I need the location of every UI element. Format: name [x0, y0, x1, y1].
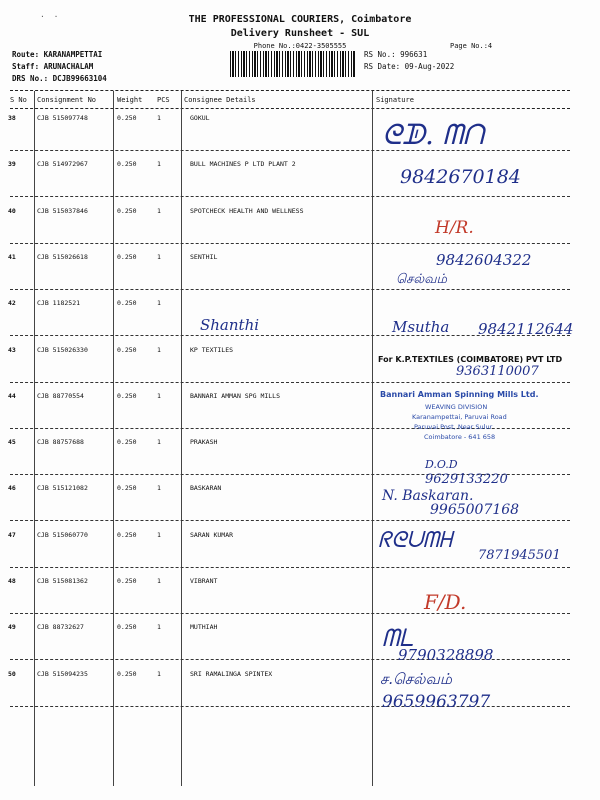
handwritten-signature: செல்வம்: [396, 272, 448, 287]
col-consignment: Consignment No: [37, 96, 97, 104]
serial-number: 41: [8, 252, 16, 261]
handwritten-phone: 9965007168: [430, 502, 520, 518]
handwritten-phone: 9363110007: [456, 364, 539, 379]
consignment-number: CJB 515026330: [37, 345, 88, 354]
stamp-line: Coimbatore - 641 658: [424, 433, 496, 441]
pieces-count: 1: [157, 160, 161, 169]
stamp-line: WEAVING DIVISION: [425, 403, 488, 411]
stamp-line: Karanampettai, Paruvai Road: [412, 413, 507, 421]
row-divider: [10, 567, 570, 568]
table-row: [0, 110, 600, 156]
rs-number: RS No.: 996631: [364, 50, 428, 59]
serial-number: 42: [8, 299, 16, 308]
rs-date: RS Date: 09-Aug-2022: [364, 62, 455, 71]
consignee-name: SARAN KUMAR: [190, 530, 234, 539]
weight-value: 0.250: [117, 206, 137, 215]
handwritten-phone: 9842670184: [400, 166, 521, 188]
serial-number: 39: [8, 160, 16, 169]
runsheet-title: Delivery Runsheet - SUL: [230, 28, 370, 39]
row-divider: [10, 613, 570, 614]
pieces-count: 1: [157, 623, 161, 632]
handwritten-name: N. Baskaran.: [382, 488, 474, 504]
serial-number: 40: [8, 206, 16, 215]
pieces-count: 1: [157, 114, 161, 122]
pieces-count: 1: [157, 391, 161, 400]
pieces-count: 1: [157, 206, 161, 215]
pieces-count: 1: [157, 530, 161, 539]
weight-value: 0.250: [117, 623, 137, 632]
pieces-count: 1: [157, 669, 161, 678]
consignment-number: CJB 1182521: [37, 299, 81, 308]
pieces-count: 1: [157, 252, 161, 261]
table-row: [0, 666, 600, 712]
phone-number: Phone No.:0422-3505555: [253, 42, 347, 50]
weight-value: 0.250: [117, 252, 137, 261]
handwritten-phone: 9842112644: [478, 320, 574, 338]
consignee-name: MUTHIAH: [190, 623, 218, 632]
handwritten-signature: ச.செல்வம்: [380, 670, 452, 688]
row-divider: [10, 520, 570, 521]
consignment-number: CJB 514972967: [37, 160, 88, 169]
serial-number: 44: [8, 391, 16, 400]
serial-number: 38: [8, 114, 16, 122]
handwritten-phone: 7871945501: [478, 548, 561, 563]
consignee-name: GOKUL: [190, 114, 210, 122]
handwritten-note: F/D.: [424, 590, 467, 614]
weight-value: 0.250: [117, 669, 137, 678]
serial-number: 48: [8, 577, 16, 585]
table-row: [0, 203, 600, 249]
consignee-name: SRI RAMALINGA SPINTEX: [190, 669, 273, 678]
page-number: Page No.:4: [450, 42, 493, 50]
col-sno: S No: [10, 96, 27, 104]
consignment-number: CJB 515081362: [37, 577, 88, 585]
consignment-number: CJB 515121082: [37, 484, 88, 493]
col-signature: Signature: [376, 96, 414, 104]
header-rule-top: [10, 90, 570, 91]
handwritten-note: D.O.D: [425, 458, 458, 471]
consignment-number: CJB 515026618: [37, 252, 88, 261]
col-weight: Weight: [117, 96, 143, 104]
row-divider: [10, 382, 570, 383]
consignee-name: BANNARI AMMAN SPG MILLS: [190, 391, 281, 400]
table-row: [0, 434, 600, 480]
handwritten-note: H/R.: [435, 218, 474, 238]
weight-value: 0.250: [117, 484, 137, 493]
consignee-name: KP TEXTILES: [190, 345, 234, 354]
row-divider: [10, 150, 570, 151]
consignment-number: CJB 515097748: [37, 114, 88, 122]
col-pcs: PCS: [157, 96, 170, 104]
handwritten-phone: 9659963797: [382, 692, 491, 712]
handwritten-name: Shanthi: [200, 316, 260, 334]
consignee-name: BULL MACHINES P LTD PLANT 2: [190, 160, 296, 169]
barcode-image: [230, 51, 355, 77]
pieces-count: 1: [157, 577, 161, 585]
stamp-line: Paruvai Post, Near Sulur: [414, 423, 493, 431]
serial-number: 43: [8, 345, 16, 354]
consignee-name: BASKARAN: [190, 484, 222, 493]
serial-number: 49: [8, 623, 16, 632]
drs-number: DRS No.: DCJB99663104: [12, 74, 107, 83]
consignment-number: CJB 515037846: [37, 206, 88, 215]
consignment-number: CJB 515060770: [37, 530, 88, 539]
table-row: [0, 619, 600, 665]
signature-scribble: ᘓᗫ. ᗰᑎ: [382, 118, 484, 151]
company-title: THE PROFESSIONAL COURIERS, Coimbatore: [188, 14, 412, 25]
table-row: [0, 573, 600, 619]
signature-scribble: ᗰᒪ: [382, 624, 414, 652]
company-stamp: Bannari Amman Spinning Mills Ltd.: [380, 390, 539, 399]
pieces-count: 1: [157, 438, 161, 447]
col-consignee: Consignee Details: [184, 96, 256, 104]
consignment-number: CJB 88732627: [37, 623, 84, 632]
handwritten-phone: 9790328898: [398, 646, 494, 664]
pieces-count: 1: [157, 484, 161, 493]
weight-value: 0.250: [117, 160, 137, 169]
handwritten-signature: Msutha: [392, 318, 450, 336]
staff-label: Staff: ARUNACHALAM: [12, 62, 94, 71]
consignment-number: CJB 88757688: [37, 438, 84, 447]
weight-value: 0.250: [117, 114, 137, 122]
signature-scribble: ᖇᘓᑌᗰᕼ: [378, 528, 452, 553]
serial-number: 47: [8, 530, 16, 539]
consignment-number: CJB 515094235: [37, 669, 88, 678]
row-divider: [10, 196, 570, 197]
serial-number: 46: [8, 484, 16, 493]
handwritten-phone: 9629133220: [425, 472, 508, 487]
serial-number: 45: [8, 438, 16, 447]
pieces-count: 1: [157, 299, 161, 308]
consignment-number: CJB 88770554: [37, 391, 84, 400]
route-label: Route: KARANAMPETTAI: [12, 50, 103, 59]
consignee-name: SPOTCHECK HEALTH AND WELLNESS: [190, 206, 304, 215]
consignee-name: PRAKASH: [190, 438, 218, 447]
pieces-count: 1: [157, 345, 161, 354]
consignee-name: SENTHIL: [190, 252, 218, 261]
consignee-name: VIBRANT: [190, 577, 218, 585]
serial-number: 50: [8, 669, 16, 678]
handwritten-phone: 9842604322: [436, 251, 532, 269]
punch-marks: · ·: [40, 12, 61, 21]
weight-value: 0.250: [117, 391, 137, 400]
weight-value: 0.250: [117, 438, 137, 447]
row-divider: [10, 243, 570, 244]
row-divider: [10, 289, 570, 290]
company-stamp: For K.P.TEXTILES (COIMBATORE) PVT LTD: [378, 355, 563, 364]
weight-value: 0.250: [117, 530, 137, 539]
weight-value: 0.250: [117, 577, 137, 585]
header-rule-bottom: [10, 108, 570, 109]
weight-value: 0.250: [117, 299, 137, 308]
weight-value: 0.250: [117, 345, 137, 354]
